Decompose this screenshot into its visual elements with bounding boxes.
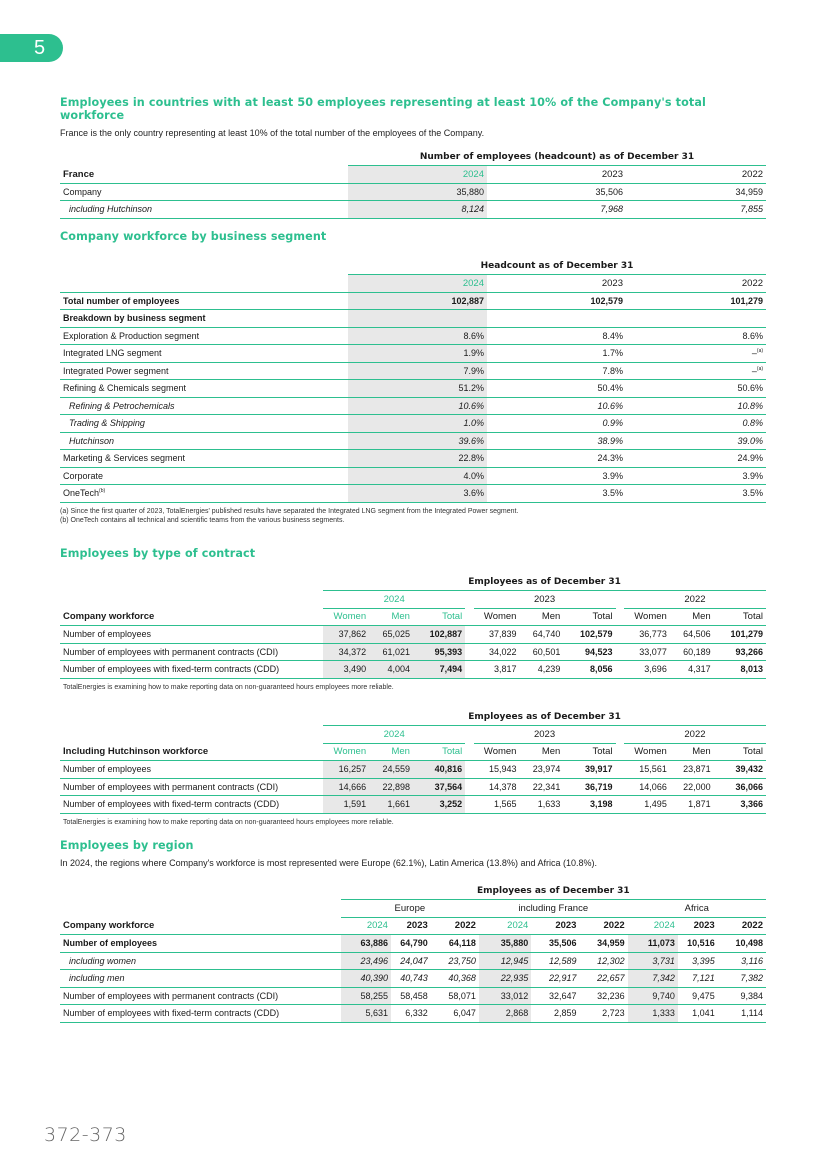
col-men: Men bbox=[369, 608, 413, 626]
table-row bbox=[60, 485, 766, 503]
cell: 40,743 bbox=[391, 970, 431, 988]
footnote: TotalEnergies is examining how to make reporting data on non-guaranteed hours employees more reliable. bbox=[63, 818, 394, 826]
row-label: Number of employees bbox=[60, 626, 323, 644]
year-2024: 2024 bbox=[348, 275, 487, 293]
cell: 51.2% bbox=[348, 380, 487, 398]
table-row bbox=[60, 397, 766, 415]
year-2023: 2023 bbox=[474, 726, 616, 744]
row-label: Total number of employees bbox=[60, 292, 348, 310]
cell: 94,523 bbox=[563, 643, 615, 661]
cell: 32,647 bbox=[531, 987, 579, 1005]
cell: 1.7% bbox=[487, 345, 626, 363]
row-label: Hutchinson bbox=[60, 432, 348, 450]
cell: 58,071 bbox=[431, 987, 479, 1005]
section-country-workforce bbox=[60, 96, 766, 219]
cell: 40,368 bbox=[431, 970, 479, 988]
cell: 2,868 bbox=[479, 1005, 531, 1023]
year-2024: 2024 bbox=[348, 166, 487, 184]
year-2022: 2022 bbox=[624, 726, 766, 744]
section-contract-type bbox=[60, 547, 766, 691]
cell: 33,077 bbox=[624, 643, 670, 661]
col-women: Women bbox=[624, 608, 670, 626]
cell: 16,257 bbox=[323, 761, 369, 779]
cell: 101,279 bbox=[714, 626, 766, 644]
table-row bbox=[60, 432, 766, 450]
cell: 4,317 bbox=[670, 661, 714, 679]
cell: 63,886 bbox=[341, 935, 391, 953]
cell: 33,012 bbox=[479, 987, 531, 1005]
cell: 3.5% bbox=[626, 485, 766, 503]
year-2022: 2022 bbox=[626, 166, 766, 184]
col-total: Total bbox=[413, 743, 465, 761]
cell: 9,740 bbox=[628, 987, 678, 1005]
segment-table bbox=[60, 257, 766, 503]
cell: 9,475 bbox=[678, 987, 718, 1005]
section-title: Employees by region bbox=[60, 839, 194, 852]
row-label: Corporate bbox=[60, 467, 348, 485]
col-total: Total bbox=[563, 608, 615, 626]
table-row bbox=[60, 626, 766, 644]
table-row bbox=[60, 415, 766, 433]
cell: 3.6% bbox=[348, 485, 487, 503]
page-range: 372-373 bbox=[44, 1124, 127, 1146]
footnote: TotalEnergies is examining how to make reporting data on non-guaranteed hours employees more reliable. bbox=[63, 683, 394, 691]
cell: 14,666 bbox=[323, 778, 369, 796]
cell: 34,959 bbox=[626, 183, 766, 201]
row-label: Trading & Shipping bbox=[60, 415, 348, 433]
cell: 34,022 bbox=[474, 643, 520, 661]
cell: 6,332 bbox=[391, 1005, 431, 1023]
cell: 35,880 bbox=[479, 935, 531, 953]
footnotes bbox=[60, 507, 766, 525]
cell: 1,114 bbox=[718, 1005, 766, 1023]
cell: 3.9% bbox=[626, 467, 766, 485]
cell: 39,917 bbox=[563, 761, 615, 779]
table-row bbox=[60, 643, 766, 661]
table-row bbox=[60, 380, 766, 398]
col-men: Men bbox=[519, 743, 563, 761]
table-row bbox=[60, 935, 766, 953]
year-2024: 2024 bbox=[479, 917, 531, 935]
cell: 10,498 bbox=[718, 935, 766, 953]
table-row bbox=[60, 183, 766, 201]
cell: 22,341 bbox=[519, 778, 563, 796]
cell: 93,266 bbox=[714, 643, 766, 661]
cell: 50.6% bbox=[626, 380, 766, 398]
region-table bbox=[60, 882, 766, 1023]
cell: 50.4% bbox=[487, 380, 626, 398]
cell: 4,004 bbox=[369, 661, 413, 679]
group-france: including France bbox=[479, 900, 628, 918]
hutchinson-table bbox=[60, 708, 766, 814]
cell: 8,056 bbox=[563, 661, 615, 679]
cell: 8,124 bbox=[348, 201, 487, 219]
year-2023: 2023 bbox=[391, 917, 431, 935]
col-women: Women bbox=[323, 743, 369, 761]
cell: 1,661 bbox=[369, 796, 413, 814]
section-intro: France is the only country representing at least 10% of the total number of the employees of the Company. bbox=[60, 128, 485, 138]
cell: 64,506 bbox=[670, 626, 714, 644]
col-women: Women bbox=[474, 608, 520, 626]
cell: 2,723 bbox=[579, 1005, 627, 1023]
col-men: Men bbox=[519, 608, 563, 626]
row-label: Breakdown by business segment bbox=[60, 310, 348, 328]
row-label: Integrated Power segment bbox=[60, 362, 348, 380]
col-total: Total bbox=[714, 743, 766, 761]
cell: 7,494 bbox=[413, 661, 465, 679]
cell: 37,839 bbox=[474, 626, 520, 644]
row-label: Refining & Petrochemicals bbox=[60, 397, 348, 415]
cell: 10.6% bbox=[348, 397, 487, 415]
cell: 36,719 bbox=[563, 778, 615, 796]
cell: 60,189 bbox=[670, 643, 714, 661]
col-men: Men bbox=[670, 743, 714, 761]
section-region bbox=[60, 839, 766, 1023]
row-label: Refining & Chemicals segment bbox=[60, 380, 348, 398]
cell: 64,790 bbox=[391, 935, 431, 953]
table-row bbox=[60, 201, 766, 219]
group-africa: Africa bbox=[628, 900, 766, 918]
cell: 12,589 bbox=[531, 952, 579, 970]
table-row bbox=[60, 1005, 766, 1023]
year-2023: 2023 bbox=[487, 275, 626, 293]
year-2022: 2022 bbox=[579, 917, 627, 935]
cell: 60,501 bbox=[519, 643, 563, 661]
table-row bbox=[60, 450, 766, 468]
row-label: including Hutchinson bbox=[60, 201, 348, 219]
cell: 34,372 bbox=[323, 643, 369, 661]
cell: 39.0% bbox=[626, 432, 766, 450]
cell: 61,021 bbox=[369, 643, 413, 661]
column-label: Including Hutchinson workforce bbox=[60, 743, 323, 761]
cell: –$^{(a)}$ bbox=[626, 362, 766, 380]
cell: 40,390 bbox=[341, 970, 391, 988]
col-men: Men bbox=[369, 743, 413, 761]
cell: 7,342 bbox=[628, 970, 678, 988]
row-label: Company bbox=[60, 183, 348, 201]
cell: 24,559 bbox=[369, 761, 413, 779]
cell: 23,750 bbox=[431, 952, 479, 970]
cell: 3,395 bbox=[678, 952, 718, 970]
row-label: Number of employees with fixed-term contracts (CDD) bbox=[60, 796, 323, 814]
cell: 24.9% bbox=[626, 450, 766, 468]
year-2023: 2023 bbox=[678, 917, 718, 935]
cell: 7,382 bbox=[718, 970, 766, 988]
footnote: (b) OneTech contains all technical and scientific teams from the various business segments. bbox=[60, 516, 345, 524]
cell: 7.8% bbox=[487, 362, 626, 380]
cell: 1,591 bbox=[323, 796, 369, 814]
cell: 23,871 bbox=[670, 761, 714, 779]
cell: 32,236 bbox=[579, 987, 627, 1005]
cell: 7,121 bbox=[678, 970, 718, 988]
table-row bbox=[60, 345, 766, 363]
cell: 2,859 bbox=[531, 1005, 579, 1023]
table-row bbox=[60, 327, 766, 345]
cell: 4.0% bbox=[348, 467, 487, 485]
cell: 14,066 bbox=[624, 778, 670, 796]
row-label: Number of employees with permanent contracts (CDI) bbox=[60, 778, 323, 796]
section-business-segment bbox=[60, 230, 766, 525]
column-label: Company workforce bbox=[60, 917, 341, 935]
table-row bbox=[60, 661, 766, 679]
cell: 102,579 bbox=[563, 626, 615, 644]
year-2022: 2022 bbox=[624, 591, 766, 609]
cell: 34,959 bbox=[579, 935, 627, 953]
group-europe: Europe bbox=[341, 900, 479, 918]
cell: 1,333 bbox=[628, 1005, 678, 1023]
cell: 7,968 bbox=[487, 201, 626, 219]
page-number-tab: 5 bbox=[0, 34, 63, 62]
table-row bbox=[60, 292, 766, 310]
cell: 15,943 bbox=[474, 761, 520, 779]
cell: 23,496 bbox=[341, 952, 391, 970]
cell: 39,432 bbox=[714, 761, 766, 779]
row-label: Marketing & Services segment bbox=[60, 450, 348, 468]
year-2023: 2023 bbox=[487, 166, 626, 184]
row-label: Number of employees bbox=[60, 761, 323, 779]
cell: 37,862 bbox=[323, 626, 369, 644]
cell: 0.8% bbox=[626, 415, 766, 433]
col-women: Women bbox=[323, 608, 369, 626]
cell: 1,495 bbox=[624, 796, 670, 814]
cell: 8.4% bbox=[487, 327, 626, 345]
cell: 6,047 bbox=[431, 1005, 479, 1023]
cell: 7,855 bbox=[626, 201, 766, 219]
col-men: Men bbox=[670, 608, 714, 626]
cell: 12,945 bbox=[479, 952, 531, 970]
cell: 12,302 bbox=[579, 952, 627, 970]
year-2023: 2023 bbox=[531, 917, 579, 935]
column-label: Company workforce bbox=[60, 608, 323, 626]
cell: 3.9% bbox=[487, 467, 626, 485]
cell: 22.8% bbox=[348, 450, 487, 468]
cell: 5,631 bbox=[341, 1005, 391, 1023]
cell: 3,817 bbox=[474, 661, 520, 679]
row-label: including women bbox=[60, 952, 341, 970]
year-2024: 2024 bbox=[628, 917, 678, 935]
table-row bbox=[60, 778, 766, 796]
cell: 3,116 bbox=[718, 952, 766, 970]
cell: 22,917 bbox=[531, 970, 579, 988]
table-row bbox=[60, 952, 766, 970]
cell: 8.6% bbox=[348, 327, 487, 345]
section-title: Employees by type of contract bbox=[60, 547, 256, 560]
table-header: Employees as of December 31 bbox=[323, 573, 766, 591]
col-total: Total bbox=[413, 608, 465, 626]
cell: 35,506 bbox=[487, 183, 626, 201]
col-total: Total bbox=[563, 743, 615, 761]
cell: 3.5% bbox=[487, 485, 626, 503]
table-row bbox=[60, 310, 766, 328]
section-title: Company workforce by business segment bbox=[60, 230, 327, 243]
year-2022: 2022 bbox=[626, 275, 766, 293]
row-label: Number of employees with fixed-term contracts (CDD) bbox=[60, 1005, 341, 1023]
col-women: Women bbox=[624, 743, 670, 761]
table-row bbox=[60, 362, 766, 380]
cell: 38.9% bbox=[487, 432, 626, 450]
column-label: France bbox=[60, 166, 348, 184]
cell: 3,366 bbox=[714, 796, 766, 814]
year-2024: 2024 bbox=[323, 726, 465, 744]
cell: 22,657 bbox=[579, 970, 627, 988]
cell: 3,731 bbox=[628, 952, 678, 970]
cell: –$^{(a)}$ bbox=[626, 345, 766, 363]
cell: 95,393 bbox=[413, 643, 465, 661]
cell: 1,871 bbox=[670, 796, 714, 814]
cell: 9,384 bbox=[718, 987, 766, 1005]
year-2024: 2024 bbox=[341, 917, 391, 935]
section-hutchinson-contract bbox=[60, 708, 766, 826]
table-row bbox=[60, 796, 766, 814]
cell: 35,880 bbox=[348, 183, 487, 201]
cell: 4,239 bbox=[519, 661, 563, 679]
cell: 36,773 bbox=[624, 626, 670, 644]
cell: 35,506 bbox=[531, 935, 579, 953]
cell: 11,073 bbox=[628, 935, 678, 953]
row-label: including men bbox=[60, 970, 341, 988]
table-header: Headcount as of December 31 bbox=[348, 257, 766, 275]
row-label: Number of employees with permanent contracts (CDI) bbox=[60, 643, 323, 661]
cell: 1,041 bbox=[678, 1005, 718, 1023]
cell: 64,740 bbox=[519, 626, 563, 644]
cell: 39.6% bbox=[348, 432, 487, 450]
row-label: OneTech$^{(b)}$ bbox=[60, 485, 348, 503]
row-label: Number of employees with fixed-term contracts (CDD) bbox=[60, 661, 323, 679]
cell: 8.6% bbox=[626, 327, 766, 345]
section-title: Employees in countries with at least 50 employees representing at least 10% of the Company's total workforce bbox=[60, 96, 706, 122]
cell: 1,633 bbox=[519, 796, 563, 814]
cell: 24,047 bbox=[391, 952, 431, 970]
cell: 22,898 bbox=[369, 778, 413, 796]
cell: 1.0% bbox=[348, 415, 487, 433]
cell: 64,118 bbox=[431, 935, 479, 953]
section-intro: In 2024, the regions where Company's workforce is most represented were Europe (62.1%), Latin America (13.8%) and Africa (10.8%). bbox=[60, 858, 597, 868]
france-table bbox=[60, 148, 766, 219]
row-label: Integrated LNG segment bbox=[60, 345, 348, 363]
cell: 3,198 bbox=[563, 796, 615, 814]
cell: 40,816 bbox=[413, 761, 465, 779]
cell: 3,252 bbox=[413, 796, 465, 814]
row-label: Number of employees with permanent contracts (CDI) bbox=[60, 987, 341, 1005]
year-2024: 2024 bbox=[323, 591, 465, 609]
cell: 3,696 bbox=[624, 661, 670, 679]
cell: 36,066 bbox=[714, 778, 766, 796]
cell: 15,561 bbox=[624, 761, 670, 779]
cell: 10.6% bbox=[487, 397, 626, 415]
table-row bbox=[60, 987, 766, 1005]
footnote: (a) Since the first quarter of 2023, TotalEnergies' published results have separated the Integrated LNG segment from the Integrated Power segment. bbox=[60, 507, 519, 515]
cell: 24.3% bbox=[487, 450, 626, 468]
cell: 102,887 bbox=[413, 626, 465, 644]
cell: 1.9% bbox=[348, 345, 487, 363]
col-total: Total bbox=[714, 608, 766, 626]
cell: 58,458 bbox=[391, 987, 431, 1005]
table-header: Employees as of December 31 bbox=[341, 882, 766, 900]
cell: 7.9% bbox=[348, 362, 487, 380]
year-2022: 2022 bbox=[431, 917, 479, 935]
cell: 10.8% bbox=[626, 397, 766, 415]
cell: 1,565 bbox=[474, 796, 520, 814]
table-header: Employees as of December 31 bbox=[323, 708, 766, 726]
cell: 14,378 bbox=[474, 778, 520, 796]
table-row bbox=[60, 761, 766, 779]
cell: 8,013 bbox=[714, 661, 766, 679]
table-row bbox=[60, 970, 766, 988]
year-2023: 2023 bbox=[474, 591, 616, 609]
cell: 22,935 bbox=[479, 970, 531, 988]
cell: 22,000 bbox=[670, 778, 714, 796]
cell: 102,579 bbox=[487, 292, 626, 310]
cell: 0.9% bbox=[487, 415, 626, 433]
row-label: Exploration & Production segment bbox=[60, 327, 348, 345]
cell: 3,490 bbox=[323, 661, 369, 679]
cell: 101,279 bbox=[626, 292, 766, 310]
cell: 10,516 bbox=[678, 935, 718, 953]
cell: 102,887 bbox=[348, 292, 487, 310]
cell: 58,255 bbox=[341, 987, 391, 1005]
col-women: Women bbox=[474, 743, 520, 761]
cell: 37,564 bbox=[413, 778, 465, 796]
cell: 65,025 bbox=[369, 626, 413, 644]
table-row bbox=[60, 467, 766, 485]
row-label: Number of employees bbox=[60, 935, 341, 953]
contract-table bbox=[60, 573, 766, 679]
table-header: Number of employees (headcount) as of December 31 bbox=[348, 148, 766, 166]
cell: 23,974 bbox=[519, 761, 563, 779]
year-2022: 2022 bbox=[718, 917, 766, 935]
